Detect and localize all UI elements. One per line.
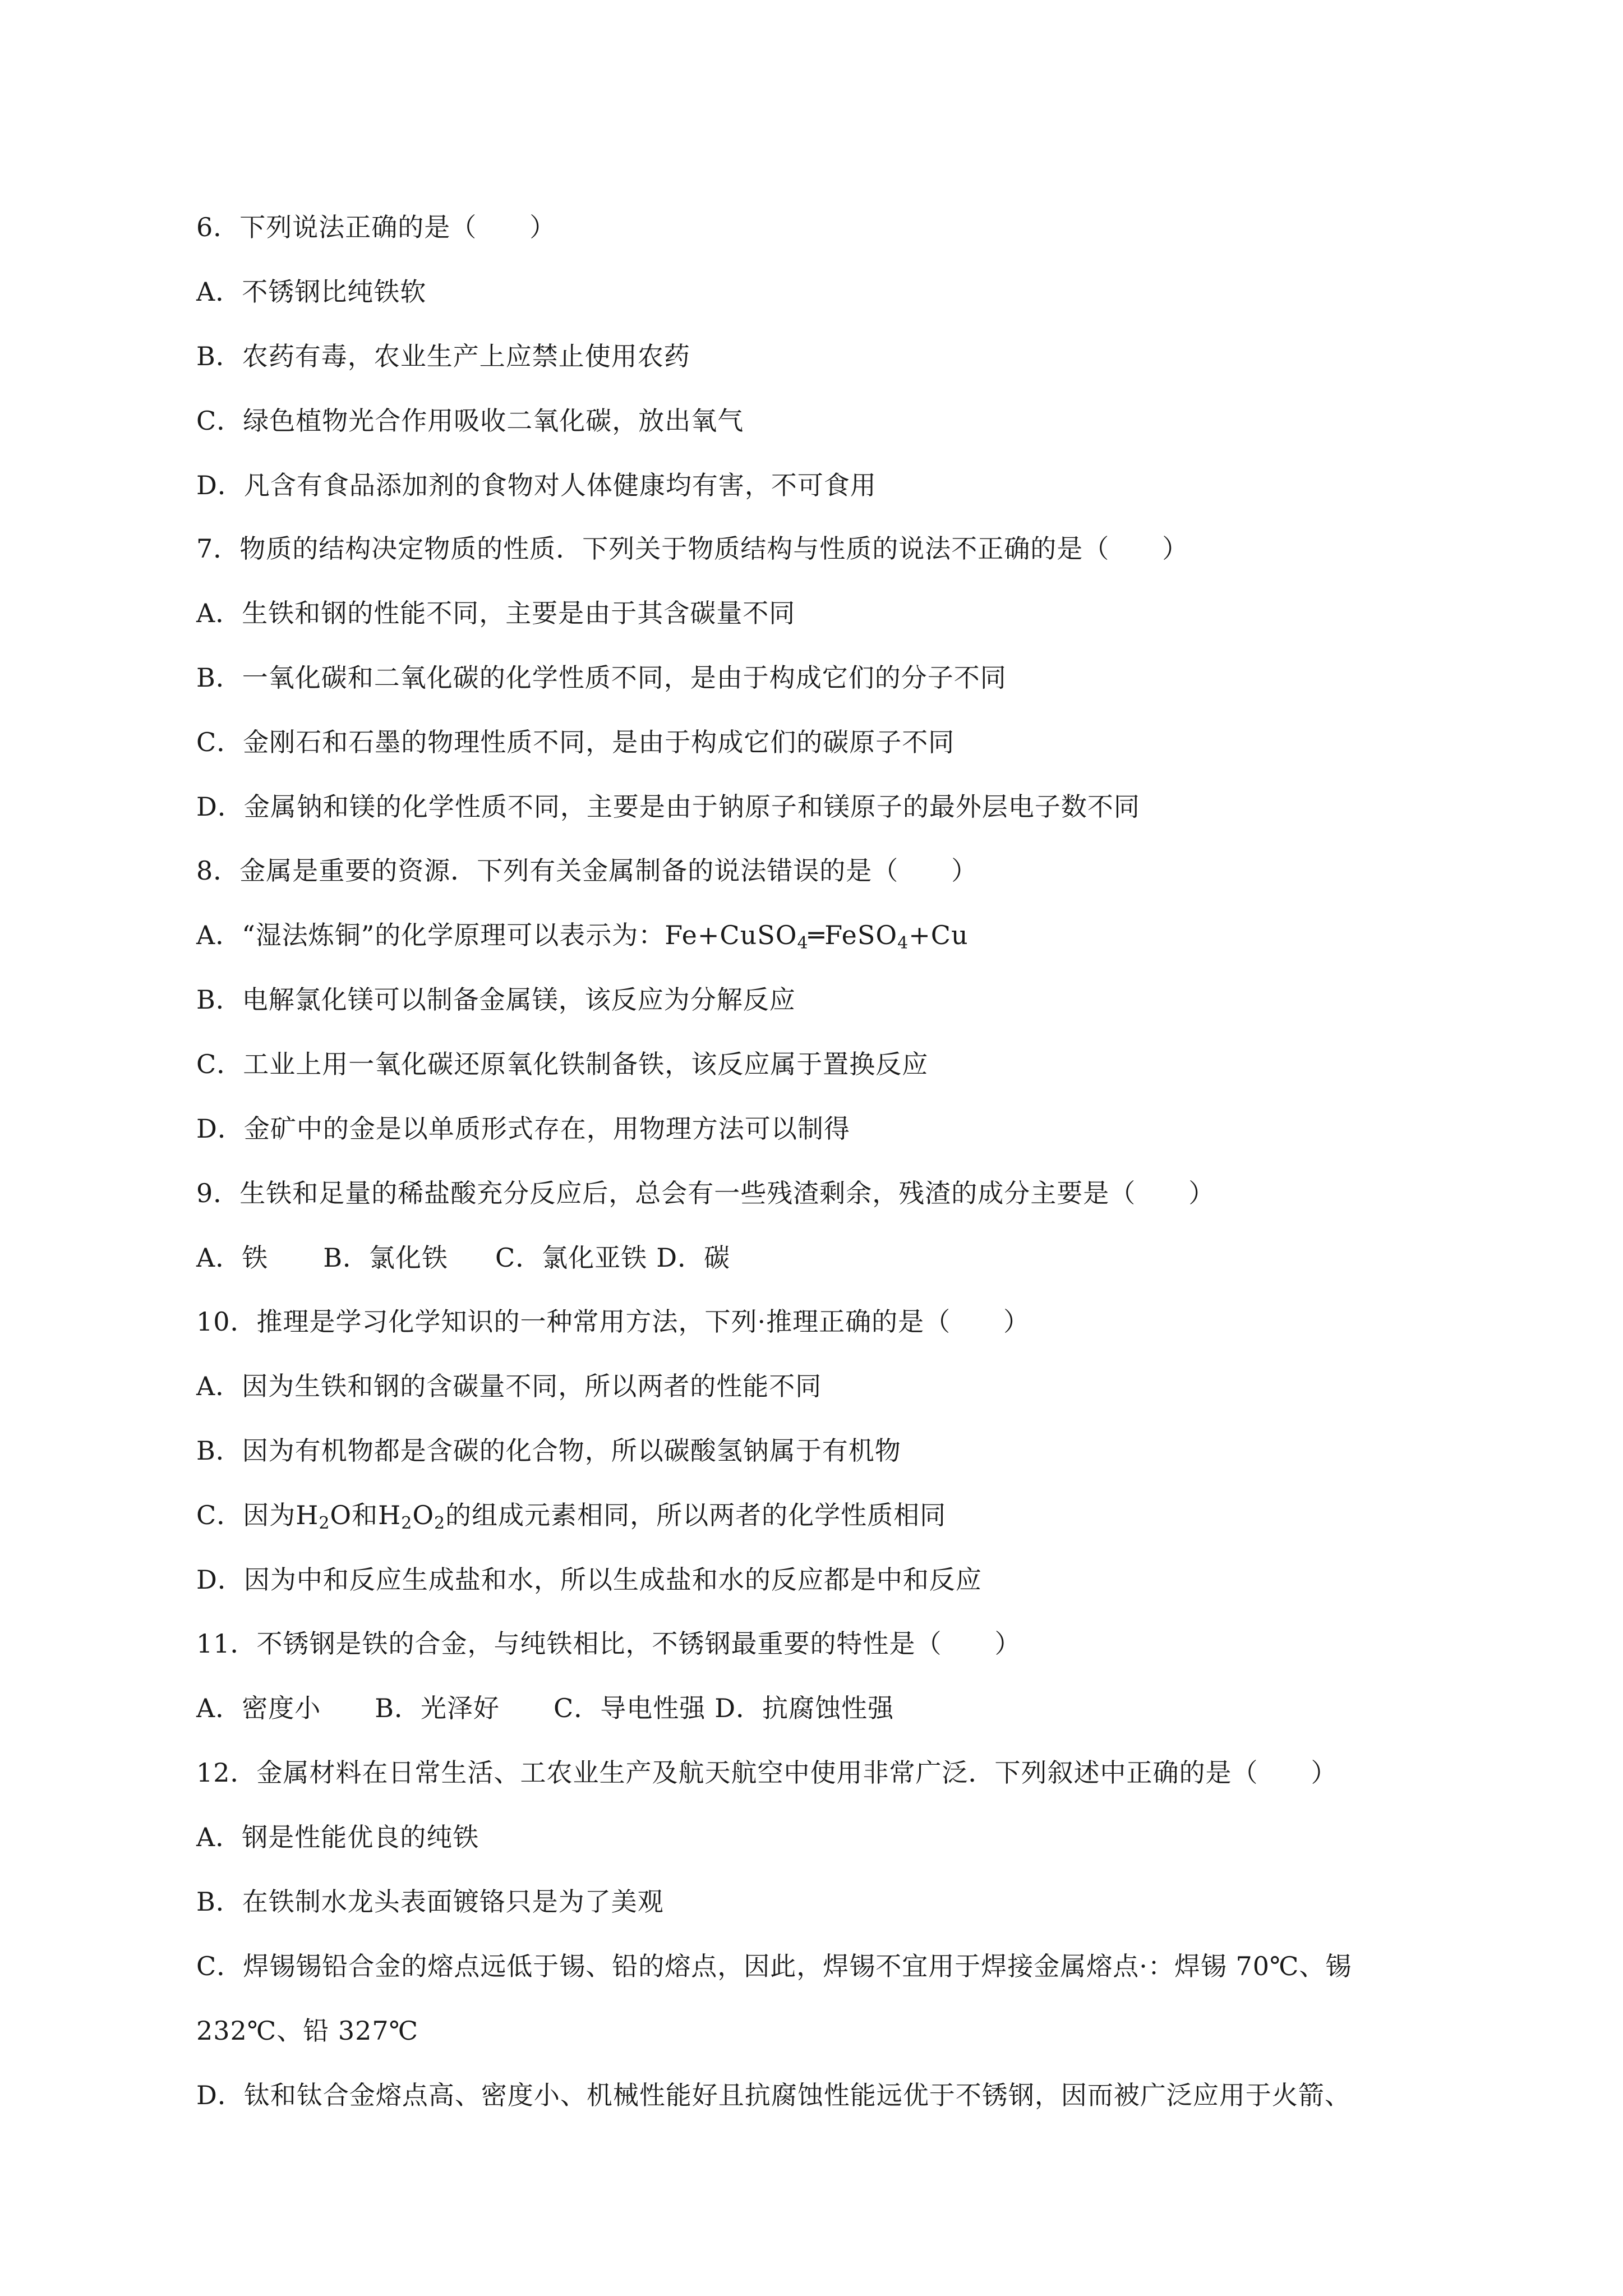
q7-stem: 7．物质的结构决定物质的性质．下列关于物质结构与性质的说法不正确的是（ ） <box>196 533 1189 564</box>
q11-option-b: B．光泽好 <box>375 1693 500 1723</box>
q8-option-c: C．工业上用一氧化碳还原氧化铁制备铁，该反应属于置换反应 <box>196 1049 929 1079</box>
q7-option-b: B．一氧化碳和二氧化碳的化学性质不同，是由于构成它们的分子不同 <box>196 662 1007 693</box>
q12-option-a: A．钢是性能优良的纯铁 <box>196 1822 479 1852</box>
q8-a-subscript: 4 <box>797 933 809 953</box>
q11-option-a: A．密度小 <box>196 1693 321 1723</box>
q12-option-c: C．焊锡锡铅合金的熔点远低于锡、铅的熔点，因此，焊锡不宜用于焊接金属熔点·：焊锡 70℃、锡 <box>196 1951 1352 1981</box>
q10-option-d: D．因为中和反应生成盐和水，所以生成盐和水的反应都是中和反应 <box>196 1565 982 1595</box>
q10-c-text: 的组成元素相同，所以两者的化学性质相同 <box>445 1500 947 1530</box>
q12-option-b: B．在铁制水龙头表面镀铬只是为了美观 <box>196 1887 664 1917</box>
q10-c-text: O和H <box>330 1500 402 1530</box>
q11-stem: 11．不锈钢是铁的合金，与纯铁相比，不锈钢最重要的特性是（ ） <box>196 1628 1021 1659</box>
q8-a-subscript: 4 <box>897 933 909 953</box>
q6-option-a: A．不锈钢比纯铁软 <box>196 277 427 307</box>
q10-c-text: C．因为H <box>196 1500 319 1530</box>
q9-stem: 9．生铁和足量的稀盐酸充分反应后，总会有一些残渣剩余，残渣的成分主要是（ ） <box>196 1178 1215 1208</box>
q7-option-d: D．金属钠和镁的化学性质不同，主要是由于钠原子和镁原子的最外层电子数不同 <box>196 792 1140 822</box>
q10-option-a: A．因为生铁和钢的含碳量不同，所以两者的性能不同 <box>196 1371 822 1401</box>
q11-option-d: D．抗腐蚀性强 <box>714 1693 895 1723</box>
q7-option-a: A．生铁和钢的性能不同，主要是由于其含碳量不同 <box>196 598 796 628</box>
q6-stem: 6．下列说法正确的是（ ） <box>196 212 556 242</box>
q12-stem: 12．金属材料在日常生活、工农业生产及航天航空中使用非常广泛．下列叙述中正确的是（ ） <box>196 1757 1338 1788</box>
q8-option-a <box>196 918 1464 952</box>
q12-option-d: D．钛和钛合金熔点高、密度小、机械性能好且抗腐蚀性能远优于不锈钢，因而被广泛应用于火箭、 <box>196 2080 1351 2110</box>
q11-options <box>196 1691 1464 1725</box>
q10-c-subscript: 2 <box>319 1513 330 1533</box>
q8-a-text: A．“湿法炼铜”的化学原理可以表示为：Fe+CuSO <box>196 920 797 950</box>
q8-stem: 8．金属是重要的资源．下列有关金属制备的说法错误的是（ ） <box>196 855 978 886</box>
q8-a-equation-end: +Cu <box>909 920 969 950</box>
q10-c-subscript: 2 <box>434 1513 446 1533</box>
q9-options <box>196 1241 1464 1274</box>
q7-option-c: C．金刚石和石墨的物理性质不同，是由于构成它们的碳原子不同 <box>196 727 955 757</box>
q6-option-d: D．凡含有食品添加剂的食物对人体健康均有害，不可食用 <box>196 470 877 500</box>
q6-option-c: C．绿色植物光合作用吸收二氧化碳，放出氧气 <box>196 406 744 436</box>
q10-option-b: B．因为有机物都是含碳的化合物，所以碳酸氢钠属于有机物 <box>196 1435 901 1466</box>
q8-option-b: B．电解氯化镁可以制备金属镁，该反应为分解反应 <box>196 984 796 1015</box>
q10-option-c <box>196 1498 1464 1532</box>
q12-option-c-continued: 232℃、铅 327℃ <box>196 2016 419 2046</box>
q9-option-b: B．氯化铁 <box>323 1243 449 1273</box>
q6-option-b: B．农药有毒，农业生产上应禁止使用农药 <box>196 341 690 371</box>
q11-option-c: C．导电性强 <box>554 1693 706 1723</box>
q10-stem: 10．推理是学习化学知识的一种常用方法，下列·推理正确的是（ ） <box>196 1306 1030 1337</box>
q10-c-subscript: 2 <box>401 1513 413 1533</box>
q8-a-equation-mid: ═FeSO <box>808 920 898 950</box>
q9-option-a: A．铁 <box>196 1243 269 1273</box>
q10-c-text: O <box>412 1500 435 1530</box>
q9-option-d: D．碳 <box>656 1243 731 1273</box>
q9-option-c: C．氯化亚铁 <box>495 1243 648 1273</box>
q8-option-d: D．金矿中的金是以单质形式存在，用物理方法可以制得 <box>196 1114 850 1144</box>
